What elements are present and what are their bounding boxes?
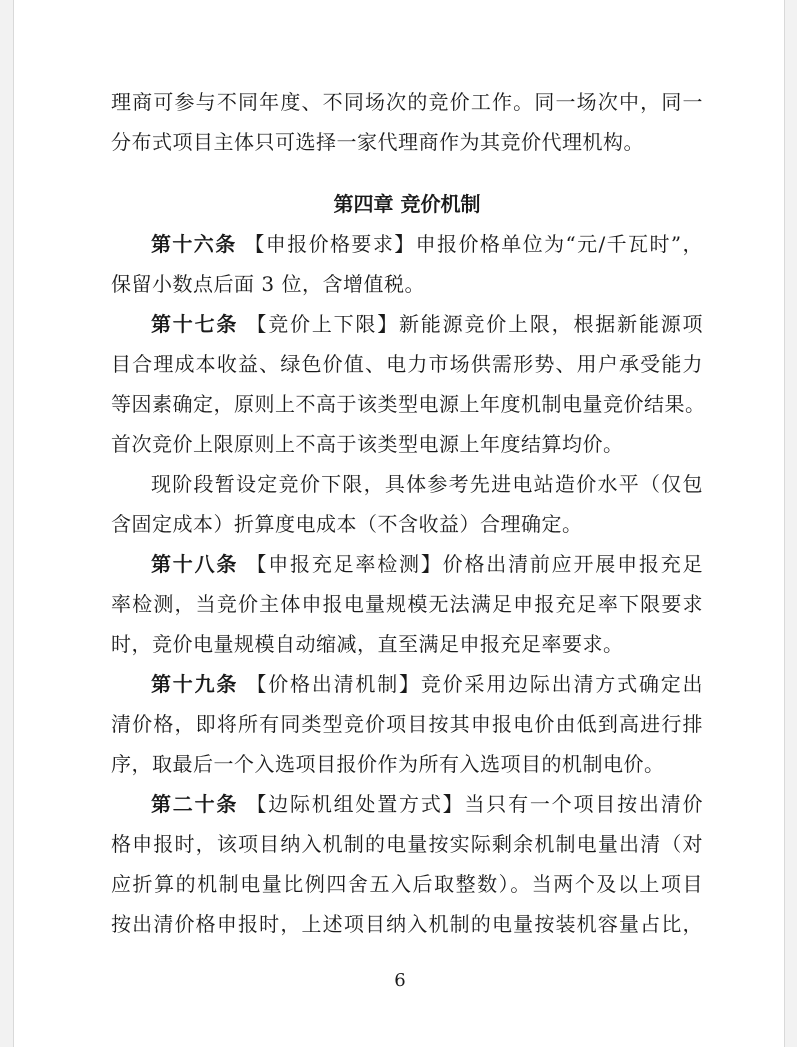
article-line: 按出清价格申报时，上述项目纳入机制的电量按装机容量占比，: [111, 912, 703, 936]
paragraph-text: 现阶段暂设定竞价下限，具体参考先进电站造价水平（仅包: [151, 472, 703, 496]
article-line: 序，取最后一个入选项目报价作为所有入选项目的机制电价。: [111, 752, 665, 776]
article-text: 【竞价上下限】新能源竞价上限，根据新能源项: [246, 312, 704, 336]
article-first-line: [111, 664, 703, 704]
article-number: 第二十条: [151, 792, 239, 816]
article-number: 第十八条: [151, 552, 239, 576]
article-line: 率检测，当竞价主体申报电量规模无法满足申报充足率下限要求: [111, 592, 703, 616]
article-text: 【价格出清机制】竞价采用边际出清方式确定出: [246, 672, 704, 696]
article-first-line: [111, 544, 703, 584]
document-page: [13, 0, 785, 1047]
paragraph-first-line: [111, 464, 703, 504]
article-line: 等因素确定，原则上不高于该类型电源上年度机制电量竞价结果。: [111, 392, 706, 416]
intro-line: 分布式项目主体只可选择一家代理商作为其竞价代理机构。: [111, 130, 644, 154]
article-first-line: [111, 304, 703, 344]
article-line: 时，竞价电量规模自动缩减，直至满足申报充足率要求。: [111, 632, 624, 656]
intro-line: 理商可参与不同年度、不同场次的竞价工作。同一场次中，同一: [111, 90, 703, 114]
page-number: 6: [394, 970, 406, 991]
article-line: 保留小数点后面 3 位，含增值税。: [111, 272, 425, 296]
article-number: 第十六条: [151, 232, 237, 256]
article-first-line: [111, 784, 703, 824]
article-text: 【申报充足率检测】价格出清前应开展申报充足: [246, 552, 704, 576]
article-number: 第十七条: [151, 312, 239, 336]
article-text: 【申报价格要求】申报价格单位为“元/千瓦时”，: [244, 232, 704, 256]
article-number: 第十九条: [151, 672, 239, 696]
article-line: 格申报时，该项目纳入机制的电量按实际剩余机制电量出清（对: [111, 832, 703, 856]
chapter-heading: 第四章 竞价机制: [333, 192, 481, 216]
page-content: [111, 82, 706, 944]
paragraph-line: 含固定成本）折算度电成本（不含收益）合理确定。: [111, 512, 583, 536]
article-line: 应折算的机制电量比例四舍五入后取整数）。当两个及以上项目: [111, 872, 703, 896]
article-line: 首次竞价上限原则上不高于该类型电源上年度结算均价。: [111, 432, 624, 456]
article-line: 目合理成本收益、绿色价值、电力市场供需形势、用户承受能力: [111, 352, 703, 376]
article-line: 清价格，即将所有同类型竞价项目按其申报电价由低到高进行排: [111, 712, 703, 736]
article-text: 【边际机组处置方式】当只有一个项目按出清价: [246, 792, 704, 816]
article-first-line: [111, 224, 703, 264]
